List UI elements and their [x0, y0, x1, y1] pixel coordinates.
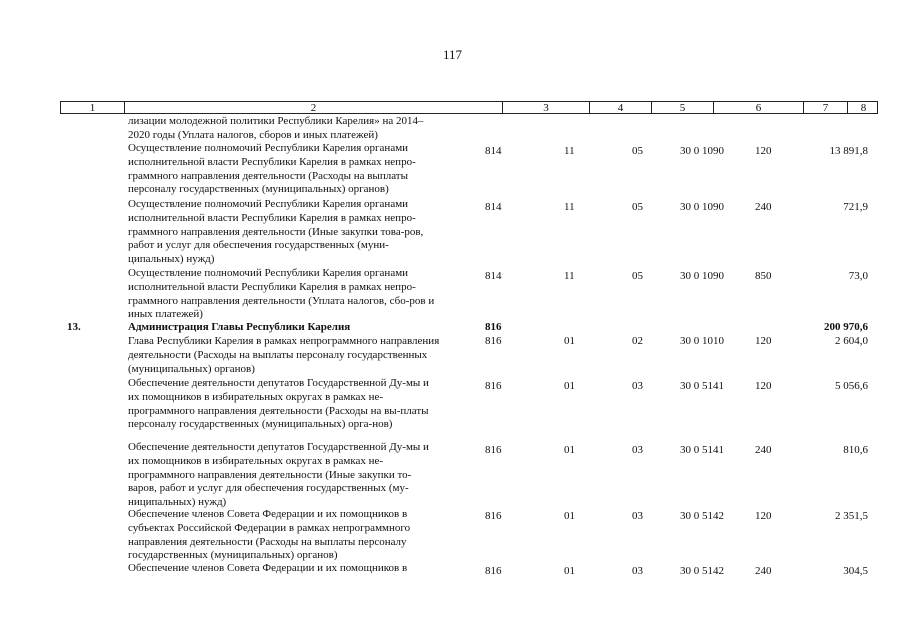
row-col-3: 814 — [485, 201, 502, 213]
row-col-4: 11 — [564, 201, 575, 213]
row-description: Осуществление полномочий Республики Карелия органами исполнительной власти Республики Карелия в рамках непро-граммного направления деятельности (Иные закупки това-ров, работ и услуг для обеспечения государственных (муни-ципальных) нужд) — [128, 198, 424, 266]
section-title: Администрация Главы Республики Карелия — [128, 321, 351, 333]
row-col-3: 816 — [485, 444, 502, 456]
row-col-5: 05 — [632, 270, 643, 282]
row-col-7: 240 — [755, 565, 772, 577]
row-description: Обеспечение членов Совета Федерации и их помощников в субъектах Российской Федерации в рамках непрограммного направления деятельности (Расходы на выплаты персоналу государственных (муниципальных) органов) — [128, 508, 411, 562]
row-col-5: 02 — [632, 335, 643, 347]
row-description: лизации молодежной политики Республики Карелия» на 2014–2020 годы (Уплата налогов, сборов и иных платежей) — [128, 115, 424, 141]
row-col-3: 816 — [485, 380, 502, 392]
row-col-7: 120 — [755, 510, 772, 522]
row-col-6: 30 0 5141 — [680, 444, 724, 456]
row-col-4: 01 — [564, 510, 575, 522]
row-col-5: 03 — [632, 444, 643, 456]
row-col-7: 120 — [755, 380, 772, 392]
header-col-6: 6 — [713, 102, 803, 113]
row-col-8: 13 891,8 — [829, 145, 868, 157]
section-number: 13. — [67, 321, 81, 333]
row-col-4: 01 — [564, 444, 575, 456]
row-col-7: 120 — [755, 145, 772, 157]
row-col-3: 816 — [485, 510, 502, 522]
row-col-8: 200 970,6 — [824, 321, 868, 333]
row-description: Обеспечение деятельности депутатов Государственной Ду-мы и их помощников в избирательных округах в рамках не-программного направления деятельности (Иные закупки то-варов, работ и услуг для обеспечения государственных (му-ниципальных) нужд) — [128, 441, 429, 509]
row-col-5: 03 — [632, 380, 643, 392]
row-col-8: 304,5 — [843, 565, 868, 577]
row-col-5: 05 — [632, 145, 643, 157]
row-col-8: 810,6 — [843, 444, 868, 456]
row-col-4: 01 — [564, 335, 575, 347]
row-description: Глава Республики Карелия в рамках непрограммного направления деятельности (Расходы на выплаты персоналу государственных (муниципальных) органов) — [128, 335, 440, 375]
row-col-6: 30 0 5141 — [680, 380, 724, 392]
header-col-4: 4 — [589, 102, 651, 113]
row-col-5: 03 — [632, 510, 643, 522]
row-col-6: 30 0 1090 — [680, 270, 724, 282]
header-col-3: 3 — [502, 102, 589, 113]
row-col-3: 816 — [485, 565, 502, 577]
row-description: Осуществление полномочий Республики Карелия органами исполнительной власти Республики Карелия в рамках непро-граммного направления деятельности (Расходы на выплаты персоналу государственных (муниципальных) органов) — [128, 142, 416, 196]
row-description: Обеспечение деятельности депутатов Государственной Ду-мы и их помощников в избирательных округах в рамках не-программного направления деятельности (Расходы на вы-платы персоналу государственных (муниципальных) орга-нов) — [128, 377, 429, 431]
header-col-5: 5 — [651, 102, 713, 113]
row-col-7: 120 — [755, 335, 772, 347]
row-col-8: 2 351,5 — [835, 510, 868, 522]
row-col-8: 5 056,6 — [835, 380, 868, 392]
header-col-2: 2 — [124, 102, 502, 113]
row-col-3: 814 — [485, 145, 502, 157]
row-col-6: 30 0 5142 — [680, 510, 724, 522]
row-col-8: 721,9 — [843, 201, 868, 213]
row-col-6: 30 0 5142 — [680, 565, 724, 577]
row-col-8: 73,0 — [848, 270, 868, 282]
row-col-3: 816 — [485, 335, 502, 347]
header-col-1: 1 — [89, 102, 96, 114]
row-col-5: 03 — [632, 565, 643, 577]
row-col-7: 240 — [755, 201, 772, 213]
row-col-6: 30 0 1010 — [680, 335, 724, 347]
header-col-7: 7 — [803, 102, 847, 113]
row-col-4: 01 — [564, 565, 575, 577]
header-col-8: 8 — [847, 102, 879, 113]
row-col-5: 05 — [632, 201, 643, 213]
row-col-7: 240 — [755, 444, 772, 456]
row-col-4: 11 — [564, 145, 575, 157]
row-col-6: 30 0 1090 — [680, 201, 724, 213]
page-number: 117 — [442, 47, 463, 62]
row-col-6: 30 0 1090 — [680, 145, 724, 157]
row-col-3: 816 — [485, 321, 502, 333]
table-header-row — [60, 101, 878, 114]
row-col-4: 11 — [564, 270, 575, 282]
row-description: Обеспечение членов Совета Федерации и их помощников в — [128, 562, 408, 574]
row-description: Осуществление полномочий Республики Карелия органами исполнительной власти Республики Карелия в рамках непро-граммного направления деятельности (Уплата налогов, сбо-ров и иных платежей) — [128, 267, 435, 321]
row-col-4: 01 — [564, 380, 575, 392]
row-col-8: 2 604,0 — [835, 335, 868, 347]
table-body — [60, 115, 878, 585]
row-col-3: 814 — [485, 270, 502, 282]
row-col-7: 850 — [755, 270, 772, 282]
